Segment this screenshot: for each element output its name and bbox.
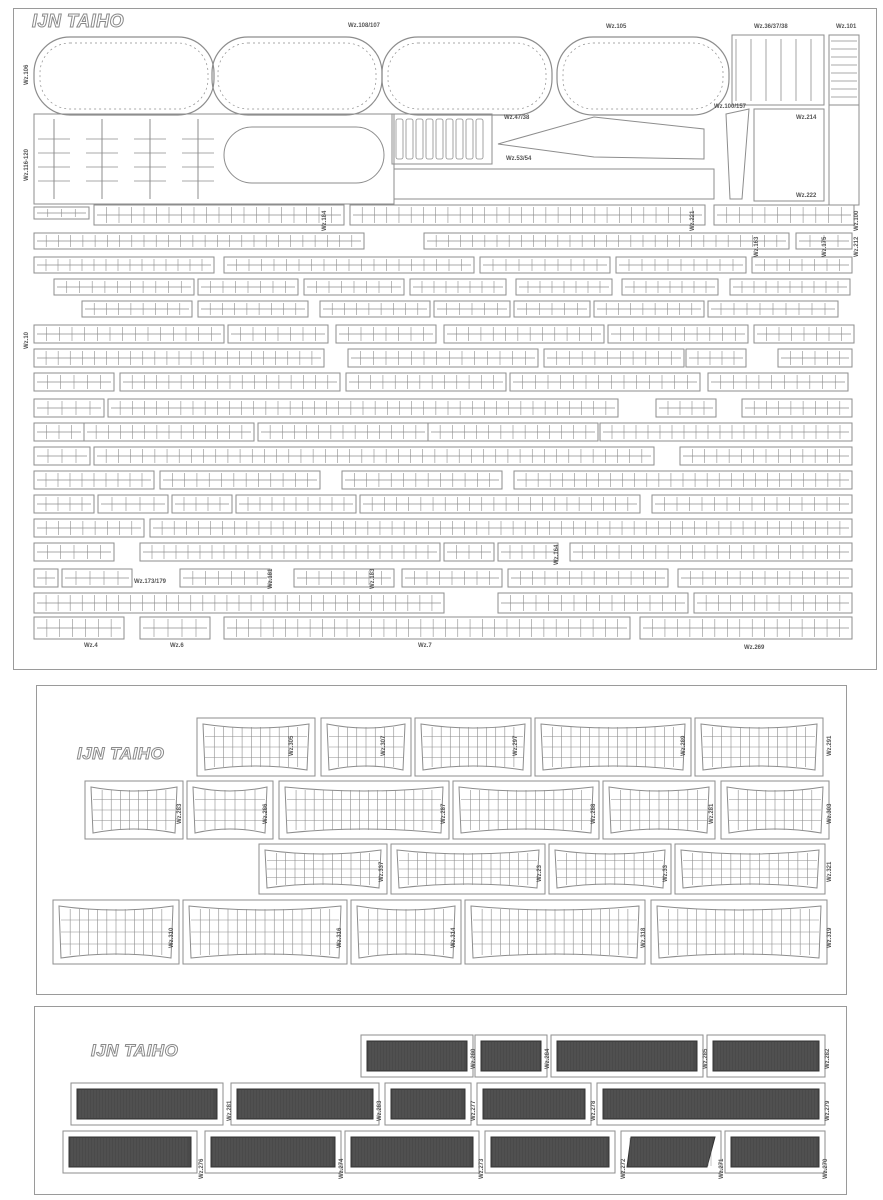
rail-part bbox=[416, 119, 423, 159]
ladder-part bbox=[829, 35, 859, 105]
rail-part bbox=[456, 119, 463, 159]
fret-sheet-3 bbox=[34, 1006, 847, 1195]
sheet-1-title: IJN TAIHO bbox=[32, 11, 125, 31]
part-label: Wz.287 bbox=[441, 803, 447, 824]
fret-sheet-1 bbox=[13, 8, 877, 670]
fret-sheet-2 bbox=[36, 685, 847, 995]
deck-edge-part bbox=[563, 43, 723, 109]
deck-edge-part bbox=[224, 127, 384, 183]
rail-part bbox=[392, 114, 492, 164]
fret-sheet-2-parts bbox=[37, 686, 848, 996]
part-label: Wz.106 bbox=[24, 64, 30, 85]
frame-part bbox=[754, 109, 824, 201]
part-label: Wz.282 bbox=[825, 1048, 831, 1069]
part-label: Wz.276 bbox=[199, 1158, 205, 1179]
part-label: Wz.286 bbox=[263, 803, 269, 824]
mesh-panel bbox=[211, 1137, 335, 1167]
part-label: Wz.184 bbox=[322, 210, 328, 231]
part-label: Wz.163 bbox=[754, 236, 760, 257]
fret-sheet-3-parts bbox=[35, 1007, 848, 1196]
part-label: Wz.36/37/38 bbox=[754, 24, 788, 30]
part-label: Wz.316 bbox=[337, 927, 343, 948]
rail-part bbox=[394, 169, 714, 199]
part-label: Wz.6 bbox=[170, 643, 184, 649]
part-label: Wz.279 bbox=[825, 1100, 831, 1121]
part-label: Wz.222 bbox=[796, 193, 817, 199]
part-label: Wz.175 bbox=[822, 236, 828, 257]
part-label: Wz.281 bbox=[227, 1100, 233, 1121]
part-label: Wz.307 bbox=[381, 735, 387, 756]
part-label: Wz.281 bbox=[709, 803, 715, 824]
part-label: Wz.221 bbox=[690, 210, 696, 231]
part-label: Wz.314 bbox=[451, 927, 457, 948]
part-label: Wz.297 bbox=[513, 735, 519, 756]
part-label: Wz.164 bbox=[554, 544, 560, 565]
part-label: Wz.7 bbox=[418, 643, 432, 649]
part-label: Wz.274 bbox=[339, 1158, 345, 1179]
fret-sheet-1-parts bbox=[14, 9, 878, 671]
frame-part bbox=[498, 117, 704, 159]
sheet-2-title: IJN TAIHO bbox=[77, 744, 165, 763]
part-label: Wz.283 bbox=[377, 1100, 383, 1121]
part-label: Wz.100 bbox=[854, 210, 860, 231]
mesh-panel bbox=[351, 1137, 473, 1167]
ladder-part bbox=[829, 105, 859, 205]
part-label: Wz.271 bbox=[719, 1158, 725, 1179]
part-label: Wz.47/38 bbox=[504, 115, 530, 121]
part-label: Wz.101 bbox=[836, 24, 857, 30]
part-label: Wz.4 bbox=[84, 643, 98, 649]
part-label: Wz.33 bbox=[663, 864, 669, 882]
rail-part bbox=[466, 119, 473, 159]
part-label: Wz.212 bbox=[854, 236, 860, 257]
part-label: Wz.288 bbox=[591, 803, 597, 824]
part-label: Wz.23 bbox=[537, 864, 543, 882]
deck-edge-part bbox=[382, 37, 552, 115]
part-label: Wz.284 bbox=[545, 1048, 551, 1069]
ladder-part bbox=[732, 35, 824, 105]
rail-part bbox=[476, 119, 483, 159]
mesh-panel bbox=[491, 1137, 609, 1167]
part-label: Wz.289 bbox=[681, 735, 687, 756]
part-label: Wz.321 bbox=[827, 861, 833, 882]
part-label: Wz.105 bbox=[606, 24, 627, 30]
deck-edge-part bbox=[388, 43, 546, 109]
part-label: Wz.272 bbox=[621, 1158, 627, 1179]
part-label: Wz.310 bbox=[169, 927, 175, 948]
frame-part bbox=[726, 109, 749, 199]
part-label: Wz.108/107 bbox=[348, 23, 381, 29]
part-label: Wz.319 bbox=[827, 927, 833, 948]
mesh-panel bbox=[69, 1137, 191, 1167]
rail-part bbox=[436, 119, 443, 159]
part-label: Wz.285 bbox=[703, 1048, 709, 1069]
part-label: Wz.269 bbox=[744, 645, 765, 651]
part-label: Wz.183 bbox=[370, 568, 376, 589]
part-label: Wz.181 bbox=[268, 568, 274, 589]
mesh-panel bbox=[237, 1089, 373, 1119]
part-label: Wz.318 bbox=[641, 927, 647, 948]
part-label: Wz.270 bbox=[823, 1158, 829, 1179]
part-label: Wz.283 bbox=[177, 803, 183, 824]
part-label: Wz.53/54 bbox=[506, 156, 532, 162]
part-label: Wz.273 bbox=[479, 1158, 485, 1179]
part-label: Wz.303 bbox=[827, 803, 833, 824]
part-label: Wz.10 bbox=[24, 331, 30, 349]
deck-edge-part bbox=[34, 37, 214, 115]
deck-edge-part bbox=[557, 37, 729, 115]
deck-edge-part bbox=[212, 37, 382, 115]
rail-part bbox=[446, 119, 453, 159]
part-label: Wz.173/179 bbox=[134, 579, 167, 585]
part-label: Wz.100/157 bbox=[714, 104, 747, 110]
part-label: Wz.305 bbox=[289, 735, 295, 756]
part-label: Wz.280 bbox=[471, 1048, 477, 1069]
sheet-3-title: IJN TAIHO bbox=[91, 1041, 179, 1060]
part-label: Wz.214 bbox=[796, 115, 817, 121]
deck-edge-part bbox=[40, 43, 208, 109]
part-label: Wz.116-120 bbox=[24, 148, 30, 181]
part-label: Wz.277 bbox=[471, 1100, 477, 1121]
part-label: Wz.278 bbox=[591, 1100, 597, 1121]
part-label: Wz.337 bbox=[379, 861, 385, 882]
deck-edge-part bbox=[218, 43, 376, 109]
rail-part bbox=[396, 119, 403, 159]
part-label: Wz.291 bbox=[827, 735, 833, 756]
rail-part bbox=[406, 119, 413, 159]
rail-part bbox=[426, 119, 433, 159]
